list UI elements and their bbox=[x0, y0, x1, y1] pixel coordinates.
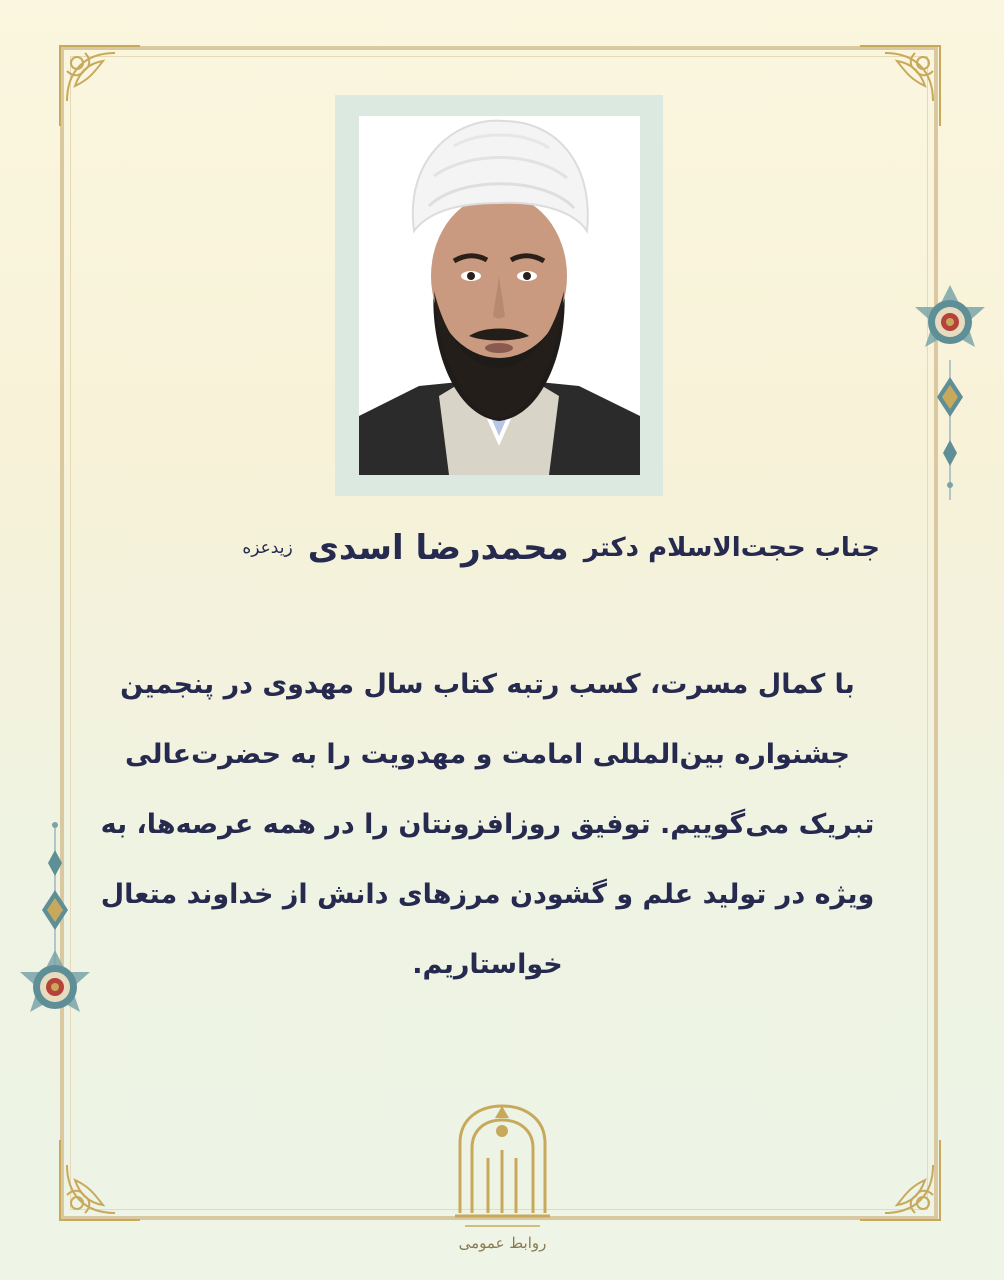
person-name: محمدرضا اسدی bbox=[307, 528, 569, 568]
portrait-illustration bbox=[359, 116, 640, 475]
portrait-photo bbox=[359, 116, 640, 475]
arabesque-corner-icon bbox=[55, 1135, 145, 1225]
honorific-prefix: جناب حجت‌الاسلام دکتر bbox=[583, 533, 880, 563]
arabesque-corner-icon bbox=[55, 41, 145, 131]
honorific-suffix: زیدعزه bbox=[242, 538, 293, 558]
arabesque-corner-icon bbox=[855, 41, 945, 131]
logo-caption: روابط عمومی bbox=[458, 1234, 547, 1252]
honoree-title bbox=[90, 528, 880, 598]
congratulation-message: با کمال مسرت، کسب رتبه کتاب سال مهدوی در پنجمین جشنواره بین‌المللی امامت و مهدویت را به حضرت‌عالی تبریک می‌گوییم. توفیق روزافزونتان را در همه عرصه‌ها، به ویژه در تولید علم و گشودن مرزهای دانش از خداوند متعال خواستاریم. bbox=[100, 669, 875, 980]
medallion-ornament-icon bbox=[905, 285, 995, 505]
medallion-ornament-icon bbox=[10, 820, 100, 1045]
arabesque-corner-icon bbox=[855, 1135, 945, 1225]
